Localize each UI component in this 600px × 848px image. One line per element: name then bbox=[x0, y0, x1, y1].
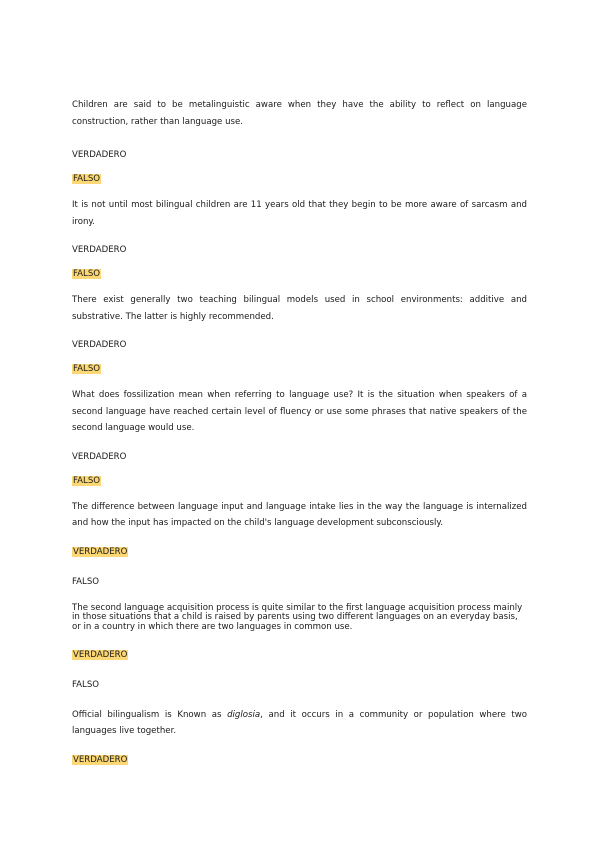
selected-option-label: VERDADERO bbox=[73, 754, 128, 765]
question-4-text: What does fossilization mean when referring to language use? It is the situation when speakers of a second language have reached certain level of fluency or use some phrases that native speakers of the second language would use. bbox=[72, 390, 527, 433]
question-7-term: diglosia bbox=[227, 709, 261, 720]
option-label: VERDADERO bbox=[72, 340, 127, 350]
question-3-text: There exist generally two teaching bilingual models used in school environments: additive and substrative. The latter is highly recommended. bbox=[72, 295, 527, 322]
selected-option-label: FALSO bbox=[73, 269, 101, 279]
question-6-option-true[interactable] bbox=[72, 649, 527, 661]
option-label: FALSO bbox=[72, 576, 100, 587]
question-7-text-before: Official bilingualism is Known as bbox=[72, 709, 228, 720]
selected-option-label: VERDADERO bbox=[73, 649, 128, 660]
selected-option-label: FALSO bbox=[73, 475, 101, 486]
option-label: VERDADERO bbox=[72, 245, 127, 255]
question-1-option-false[interactable] bbox=[72, 173, 527, 185]
question-7-text-after: , and it occurs in a community or population where two languages live together. bbox=[72, 709, 527, 737]
selected-option-label: VERDADERO bbox=[73, 546, 128, 557]
selected-option-label: FALSO bbox=[73, 174, 101, 184]
question-2-text: It is not until most bilingual children are 11 years old that they begin to be more aware of sarcasm and irony. bbox=[72, 200, 527, 227]
question-4-option-true[interactable] bbox=[72, 451, 527, 463]
quiz-document bbox=[72, 97, 527, 766]
selected-option-label: FALSO bbox=[73, 364, 101, 374]
question-7-text bbox=[72, 707, 527, 740]
question-1-option-true[interactable] bbox=[72, 149, 527, 161]
option-label: VERDADERO bbox=[72, 150, 127, 160]
question-7-option-true[interactable] bbox=[72, 754, 527, 766]
question-2-option-true[interactable] bbox=[72, 244, 527, 256]
option-label: VERDADERO bbox=[72, 451, 127, 462]
question-5-text: The difference between language input and language intake lies in the way the language is internalized and how the input has impacted on the child's language development subconsciously. bbox=[72, 501, 527, 528]
question-5-option-true[interactable] bbox=[72, 546, 527, 558]
question-6-text: The second language acquisition process is quite similar to the first language acquisition process mainly in those situations that a child is raised by parents using two different languages on an everyday basis, or in a country in which there are two languages in common use. bbox=[72, 602, 523, 633]
option-label: FALSO bbox=[72, 679, 100, 690]
question-3-option-true[interactable] bbox=[72, 339, 527, 351]
question-2-option-false[interactable] bbox=[72, 268, 527, 280]
question-3-option-false[interactable] bbox=[72, 363, 527, 375]
question-1-text: Children are said to be metalinguistic aware when they have the ability to reflect on language construction, rather than language use. bbox=[72, 100, 527, 127]
question-6-option-false[interactable] bbox=[72, 679, 527, 691]
question-5-option-false[interactable] bbox=[72, 576, 527, 588]
question-4-option-false[interactable] bbox=[72, 475, 527, 487]
